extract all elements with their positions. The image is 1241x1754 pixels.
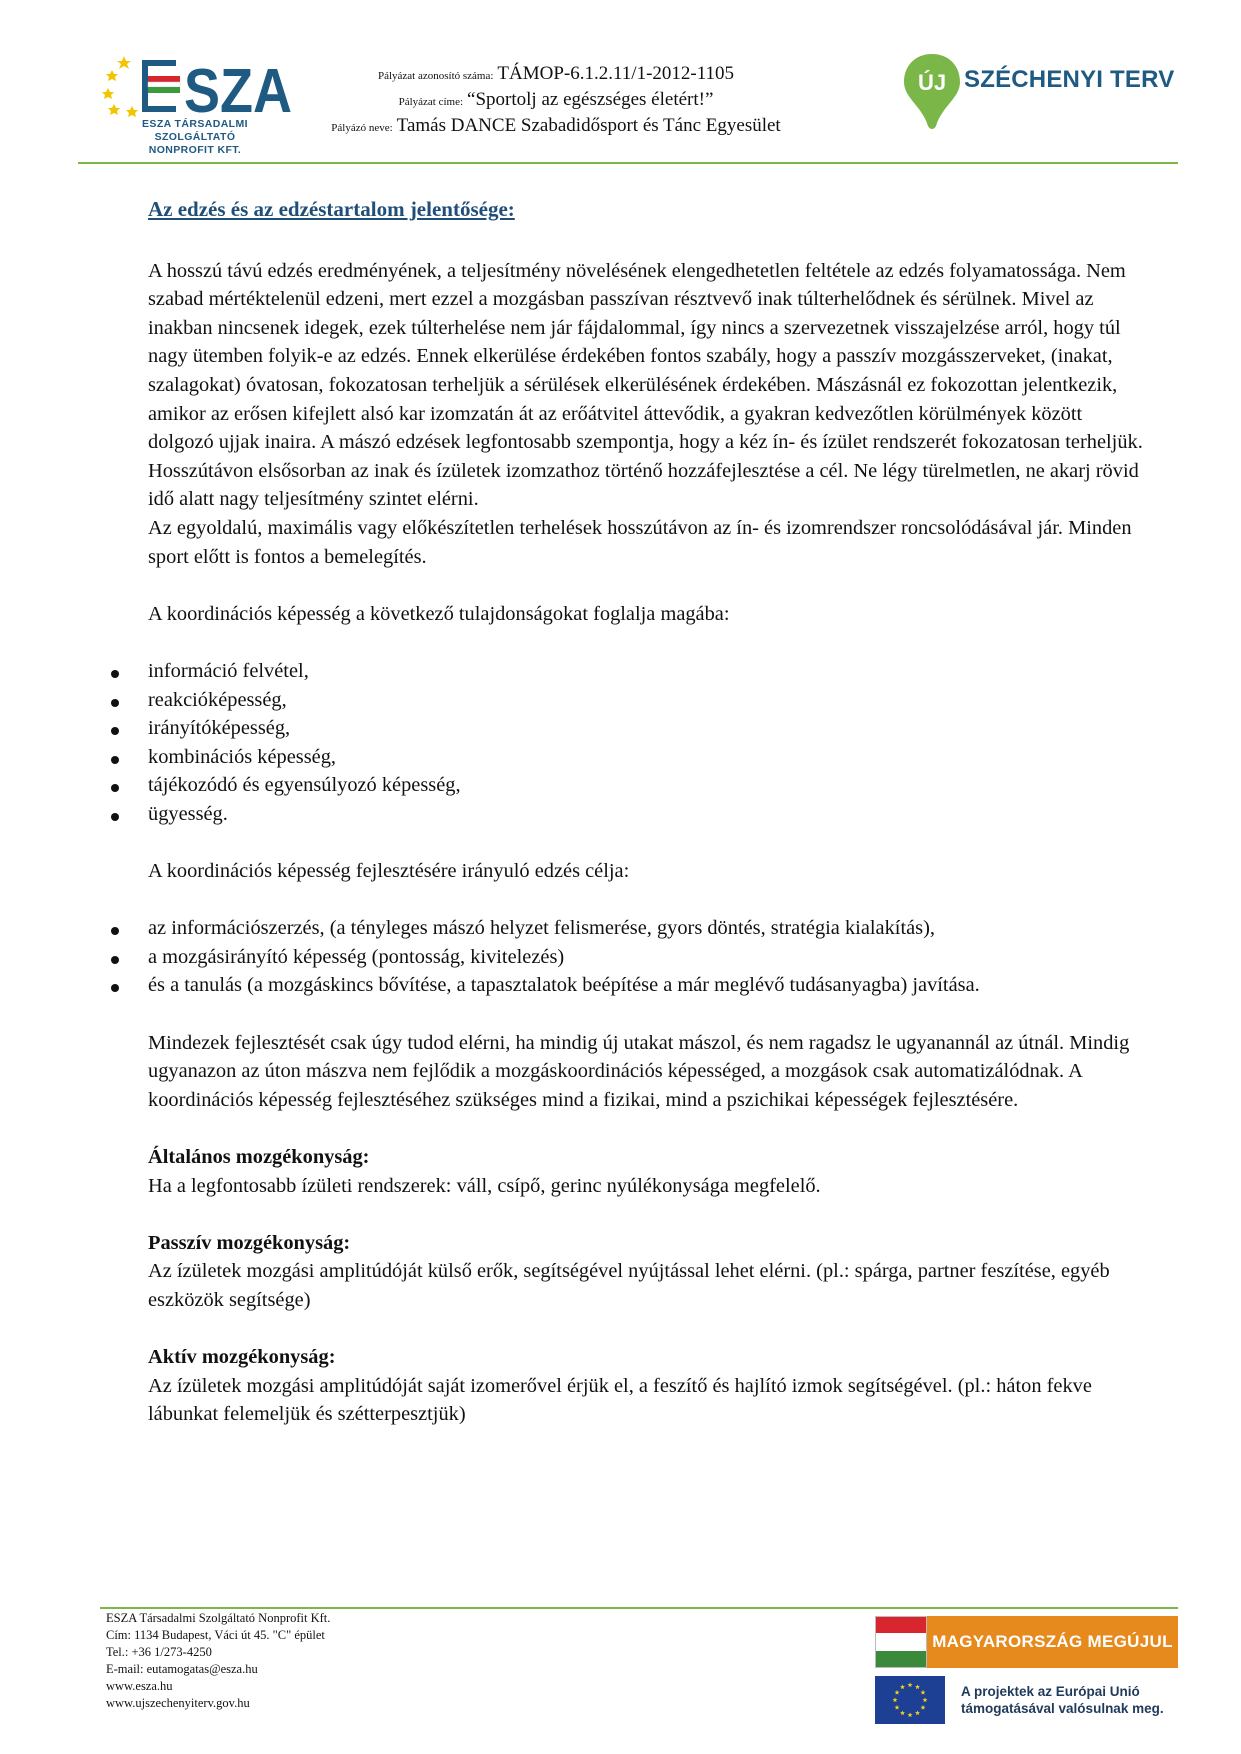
esza-logo-mark	[102, 50, 292, 118]
project-title-label: Pályázat címe:	[398, 96, 464, 108]
training-goal-intro: A koordinációs képesség fejlesztésére irányuló edzés célja:	[148, 860, 630, 883]
coordination-list-item: ügyesség.	[148, 800, 1148, 829]
training-goal-list	[148, 914, 1148, 1000]
footer-email[interactable]: E-mail: eutamogatas@esza.hu	[106, 1662, 258, 1676]
footer-divider	[100, 1607, 1178, 1609]
paragraph-training-continuity: A hosszú távú edzés eredményének, a teljesítmény növelésének elengedhetetlen feltétele az edzés folyamatossága. Nem szabad mértéktelenül edzeni, mert ezzel a mozgásban passzívan résztvevő inak túlterhelődnek és sérülnek. Mivel az inakban nincsenek idegek, ezek túlterhelése nem jár fájdalommal, így nincs a szervezetnek visszajelzése arról, hogy túl nagy ütemben folyik-e az edzés. Ennek elkerülése érdekében fontos szabály, hogy a passzív mozgásszerveket, (inakat, szalagokat) óvatosan, fokozatosan terheljük a sérülések elkerülésének érdekében. Mászásnál ez fokozottan jelentkezik, amikor az erősen kifejlett alsó kar izomzatán át az erőátvitel áttevődik, a gyakran kedvezőtlen körülmények között dolgozó ujjak inaira. A mászó edzések legfontosabb szempontja, hogy a kéz ín- és ízület rendszerét fokozatosan terheljük. Hosszútávon elsősorban az inak és ízületek izomzathoz történő hozzáfejlesztése a cél. Ne légy türelmetlen, ne akarj rövid idő alatt nagy teljesítmény szintet elérni.	[148, 259, 1143, 511]
eu-flag-icon	[875, 1676, 945, 1724]
header-divider	[78, 162, 1178, 164]
eu-text-line1: A projektek az Európai Unió	[961, 1684, 1140, 1699]
esza-logo	[102, 50, 292, 156]
paragraph-warmup: Az egyoldalú, maximális vagy előkészítetlen terhelések hosszútávon az ín- és izomrendszer roncsolódásával jár. Minden sport előtt is fontos a bemelegítés.	[148, 516, 1132, 568]
page-header	[0, 0, 1241, 168]
project-title-row	[316, 88, 796, 114]
szechenyi-pin-icon	[902, 52, 962, 130]
footer-web-szechenyi[interactable]: www.ujszechenyiterv.gov.hu	[106, 1696, 250, 1710]
coordination-list-item: reakcióképesség,	[148, 686, 1148, 715]
applicant-label: Pályázó neve:	[331, 122, 393, 134]
training-goal-list-item: és a tanulás (a mozgáskincs bővítése, a tapasztalatok beépítése a már meglévő tudásanyagba) javítása.	[148, 971, 1148, 1000]
training-goal-list-item: a mozgásirányító képesség (pontosság, kivitelezés)	[148, 943, 1148, 972]
svg-text:SZA: SZA	[184, 57, 292, 118]
magyarorszag-megujul-text: MAGYARORSZÁG MEGÚJUL	[927, 1616, 1178, 1668]
szechenyi-badge-text: ÚJ	[917, 70, 947, 95]
project-id-value: TÁMOP-6.1.2.11/1-2012-1105	[497, 63, 735, 84]
active-mobility-text: Az ízületek mozgási amplitúdóját saját izomerővel érjük el, a feszítő és hajlító izmok segítségével. (pl.: háton fekve lábunkat felemeljük és szétterpesztjük)	[148, 1374, 1092, 1426]
training-goal-list-item: az információszerzés, (a tényleges mászó helyzet felismerése, gyors döntés, stratégia kialakítás),	[148, 914, 1148, 943]
paragraph-new-routes: Mindezek fejlesztését csak úgy tudod elérni, ha mindig új utakat mászol, és nem ragadsz le ugyanannál az útnál. Mindig ugyanazon az úton mászva nem fejlődik a mozgáskoordinációs képességed, a mozgások csak automatizálódnak. A koordinációs képesség fejlesztéséhez szükséges mind a fizikai, mind a pszichikai képességek fejlesztésére.	[148, 1031, 1130, 1111]
esza-logo-subtitle	[106, 118, 284, 157]
active-mobility-heading: Aktív mozgékonyság:	[148, 1346, 336, 1369]
coordination-list-item: irányítóképesség,	[148, 714, 1148, 743]
coordination-intro: A koordinációs képesség a következő tulajdonságokat foglalja magába:	[148, 602, 730, 625]
szechenyi-terv-text: SZÉCHENYI TERV	[964, 66, 1175, 93]
magyarorszag-megujul-banner	[875, 1616, 1178, 1668]
eu-text-line2: támogatásával valósulnak meg.	[961, 1701, 1164, 1716]
eu-support-text	[961, 1683, 1164, 1717]
coordination-list-item: információ felvétel,	[148, 657, 1148, 686]
project-id-label: Pályázat azonosító száma:	[377, 70, 494, 82]
coordination-list-item: tájékozódó és egyensúlyozó képesség,	[148, 771, 1148, 800]
eu-support-block	[875, 1676, 1195, 1726]
footer-phone: Tel.: +36 1/273-4250	[106, 1645, 212, 1659]
hungarian-flag-icon	[875, 1616, 927, 1668]
footer-org: ESZA Társadalmi Szolgáltató Nonprofit Kft.	[106, 1611, 331, 1625]
footer-address: Cím: 1134 Budapest, Váci út 45. "C" épület	[106, 1628, 325, 1642]
project-info	[316, 62, 796, 140]
applicant-row	[316, 114, 796, 140]
document-title: Az edzés és az edzéstartalom jelentősége:	[148, 197, 515, 221]
project-id-row	[316, 62, 796, 88]
footer-contact	[106, 1610, 330, 1712]
passive-mobility-heading: Passzív mozgékonyság:	[148, 1231, 351, 1254]
esza-subtitle-line1: ESZA TÁRSADALMI SZOLGÁLTATÓ	[142, 118, 248, 143]
szechenyi-terv-logo	[902, 52, 1182, 132]
project-title-value: “Sportolj az egészséges életért!”	[467, 89, 714, 110]
general-mobility-text: Ha a legfontosabb ízületi rendszerek: váll, csípő, gerinc nyúlékonysága megfelelő.	[148, 1174, 821, 1197]
coordination-list-item: kombinációs képesség,	[148, 743, 1148, 772]
coordination-list	[148, 657, 1148, 829]
passive-mobility-text: Az ízületek mozgási amplitúdóját külső erők, segítségével nyújtással lehet elérni. (pl.: spárga, partner feszítése, egyéb eszközök segítsége)	[148, 1260, 1110, 1311]
applicant-value: Tamás DANCE Szabadidősport és Tánc Egyesület	[396, 115, 781, 136]
footer-web-esza[interactable]: www.esza.hu	[106, 1679, 173, 1693]
esza-subtitle-line2: NONPROFIT KFT.	[148, 144, 242, 156]
general-mobility-heading: Általános mozgékonyság:	[148, 1146, 370, 1168]
document-body	[148, 195, 1148, 1429]
